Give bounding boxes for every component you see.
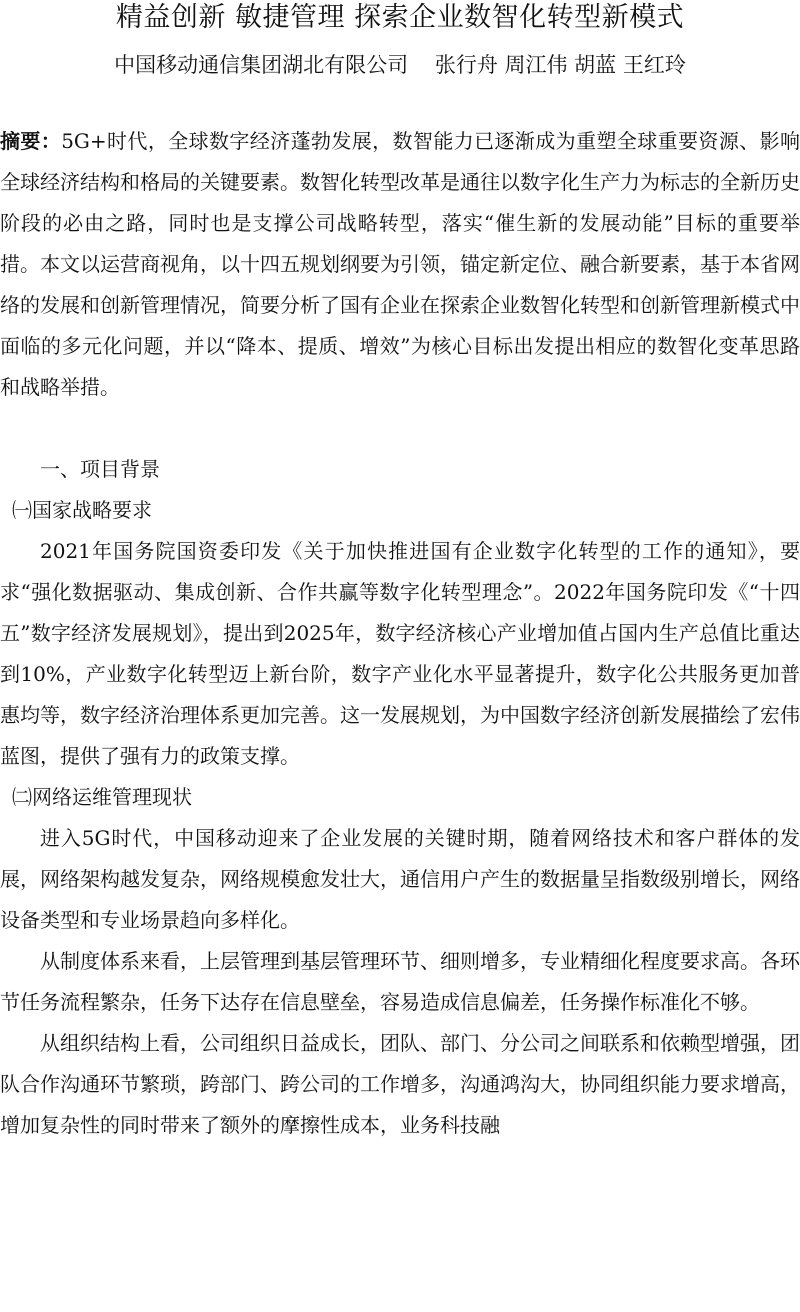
author-organization: 中国移动通信集团湖北有限公司 (114, 53, 409, 77)
author-gap (408, 53, 435, 77)
subsection-heading-network-ops: ㈡网络运维管理现状 (12, 785, 192, 809)
document-body (0, 121, 800, 1146)
author-names: 张行舟 周江伟 胡蓝 王红玲 (434, 53, 686, 77)
document-title: 精益创新 敏捷管理 探索企业数智化转型新模式 (115, 2, 685, 33)
abstract-paragraph (0, 121, 800, 408)
paragraph-network-ops-2: 从制度体系来看，上层管理到基层管理环节、细则增多，专业精细化程度要求高。各环节任务流程繁杂，任务下达存在信息壁垒，容易造成信息偏差，任务操作标准化不够。 (0, 949, 800, 1014)
author-line (0, 50, 800, 80)
abstract-label: 摘要： (0, 129, 62, 153)
paragraph-national-strategy: 2021年国务院国资委印发《关于加快推进国有企业数字化转型的工作的通知》，要求“强化数据驱动、集成创新、合作共赢等数字化转型理念”。2022年国务院印发《“十四五”数字经济发展规划》，提出到2025年，数字经济核心产业增加值占国内生产总值比重达到10%，产业数字化转型迈上新台阶，数字产业化水平显著提升，数字化公共服务更加普惠均等，数字经济治理体系更加完善。这一发展规划，为中国数字经济创新发展描绘了宏伟蓝图，提供了强有力的政策支撑。 (0, 539, 800, 768)
section-heading: 一、项目背景 (40, 457, 160, 481)
abstract-text: 5G+时代，全球数字经济蓬勃发展，数智能力已逐渐成为重塑全球重要资源、影响全球经济结构和格局的关键要素。数智化转型改革是通往以数字化生产力为标志的全新历史阶段的必由之路，同时也是支撑公司战略转型，落实“催生新的发展动能”目标的重要举措。本文以运营商视角，以十四五规划纲要为引领，锚定新定位、融合新要素，基于本省网络的发展和创新管理情况，简要分析了国有企业在探索企业数智化转型和创新管理新模式中面临的多元化问题，并以“降本、提质、增效”为核心目标出发提出相应的数智化变革思路和战略举措。 (0, 129, 800, 399)
paragraph-network-ops-1: 进入5G时代，中国移动迎来了企业发展的关键时期，随着网络技术和客户群体的发展，网络架构越发复杂，网络规模愈发壮大，通信用户产生的数据量呈指数级别增长，网络设备类型和专业场景趋向多样化。 (0, 826, 800, 932)
subsection-heading-national-strategy: ㈠国家战略要求 (12, 498, 152, 522)
paragraph-network-ops-3: 从组织结构上看，公司组织日益成长，团队、部门、分公司之间联系和依赖型增强，团队合作沟通环节繁琐，跨部门、跨公司的工作增多，沟通鸿沟大，协同组织能力要求增高，增加复杂性的同时带来了额外的摩擦性成本，业务科技融 (0, 1031, 800, 1137)
